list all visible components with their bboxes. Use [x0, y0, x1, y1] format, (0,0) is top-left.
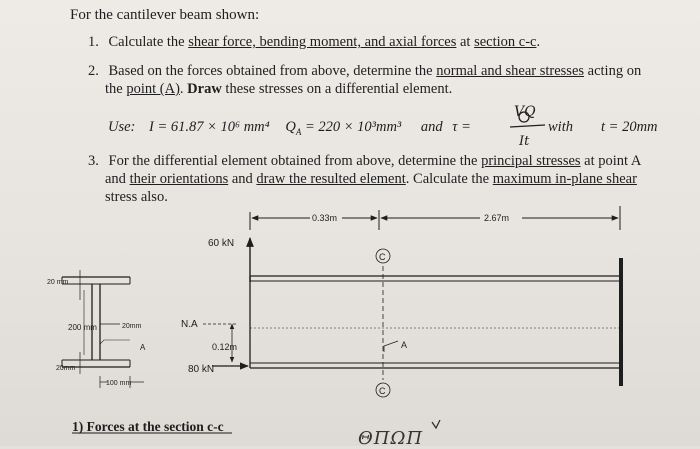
q2-underlined-point: point (A) [126, 81, 180, 97]
neutral-axis-label: N.A [181, 319, 198, 330]
handwritten-denominator: It [519, 134, 530, 149]
q2-text-b: acting on [584, 63, 642, 79]
dim-0-33m: 0.33m [312, 213, 338, 223]
use-label: Use: [108, 119, 136, 135]
thickness-expression: t = 20mm [601, 119, 658, 135]
q2-text-d: . [179, 81, 188, 97]
q-subscript: A [295, 126, 302, 137]
q2-text-c: the [105, 81, 127, 97]
top-dimension [250, 206, 620, 230]
q3-underlined-max-shear: maximum in-plane shear [492, 171, 637, 187]
q2-bold-draw: Draw [187, 81, 222, 97]
question-number: 1. [88, 34, 99, 50]
section-c-c-line [376, 249, 390, 397]
beam [250, 276, 620, 368]
and-word: and [420, 119, 443, 135]
handwritten-mark-check [432, 420, 440, 428]
q1-underlined-forces: shear force, bending moment, and axial forces [188, 34, 457, 50]
q2-text-e: these stresses on a differential element. [221, 81, 453, 97]
q3-underlined-principal: principal stresses [481, 153, 581, 169]
dim-0-12m: 0.12m [212, 342, 238, 352]
fixed-wall [619, 258, 623, 386]
dim-2-67m: 2.67m [484, 213, 510, 223]
q2-underlined-stresses: normal and shear stresses [436, 63, 585, 79]
q-symbol: Q [285, 119, 296, 135]
cs-web-dim: 20mm [122, 323, 142, 330]
q1-text-b: at [456, 34, 475, 50]
section-heading: 1) Forces at the section c-c [72, 419, 224, 434]
q2-text-a: Based on the forces obtained from above, determine the [108, 63, 437, 79]
section-label-bottom: C [379, 386, 386, 396]
q-value: = 220 × 10³mm³ [301, 119, 402, 135]
q1-text-a: Calculate the [108, 34, 189, 50]
cs-height-dim: 200 mm [68, 323, 97, 332]
with-word: with [548, 119, 573, 135]
handwritten-q-circle [519, 112, 529, 122]
q3-underlined-orientations: their orientations [129, 171, 229, 187]
question-number: 2. [88, 63, 99, 79]
load-80kn: 80 kN [188, 364, 215, 375]
handwritten-numerator: VQ [514, 104, 536, 120]
load-60kn: 60 kN [208, 238, 235, 249]
question-number: 3. [88, 153, 99, 169]
cs-point-a: A [140, 343, 146, 352]
q3-text-a: For the differential element obtained from above, determine the [108, 153, 482, 169]
cs-flange-bottom-dim: 20mm [56, 365, 76, 372]
q3-text-e: . Calculate the [405, 171, 493, 187]
q3-underlined-draw: draw the resulted element [256, 171, 406, 187]
cs-width-dim: 100 mm [106, 380, 132, 387]
section-label-top: C [379, 252, 386, 262]
handwritten-scribble: ΘΠΩΠ [358, 428, 424, 449]
heading: For the cantilever beam shown: [70, 7, 260, 23]
tau-symbol: τ = [452, 119, 471, 135]
q1-underlined-section: section c-c [474, 34, 537, 50]
q3-text-d: and [228, 171, 257, 187]
question-3-line-3: stress also. [105, 189, 168, 205]
cs-flange-top-dim: 20 mm [47, 279, 69, 286]
handwritten-fraction [510, 112, 545, 127]
q1-text-c: . [536, 34, 541, 50]
q3-text-c: and [105, 171, 130, 187]
inertia-expression: I = 61.87 × 10⁶ mm⁴ [149, 119, 270, 135]
point-a-marker [384, 341, 398, 352]
point-a-beam-label: A [401, 340, 408, 350]
q3-text-b: at point A [580, 153, 642, 169]
